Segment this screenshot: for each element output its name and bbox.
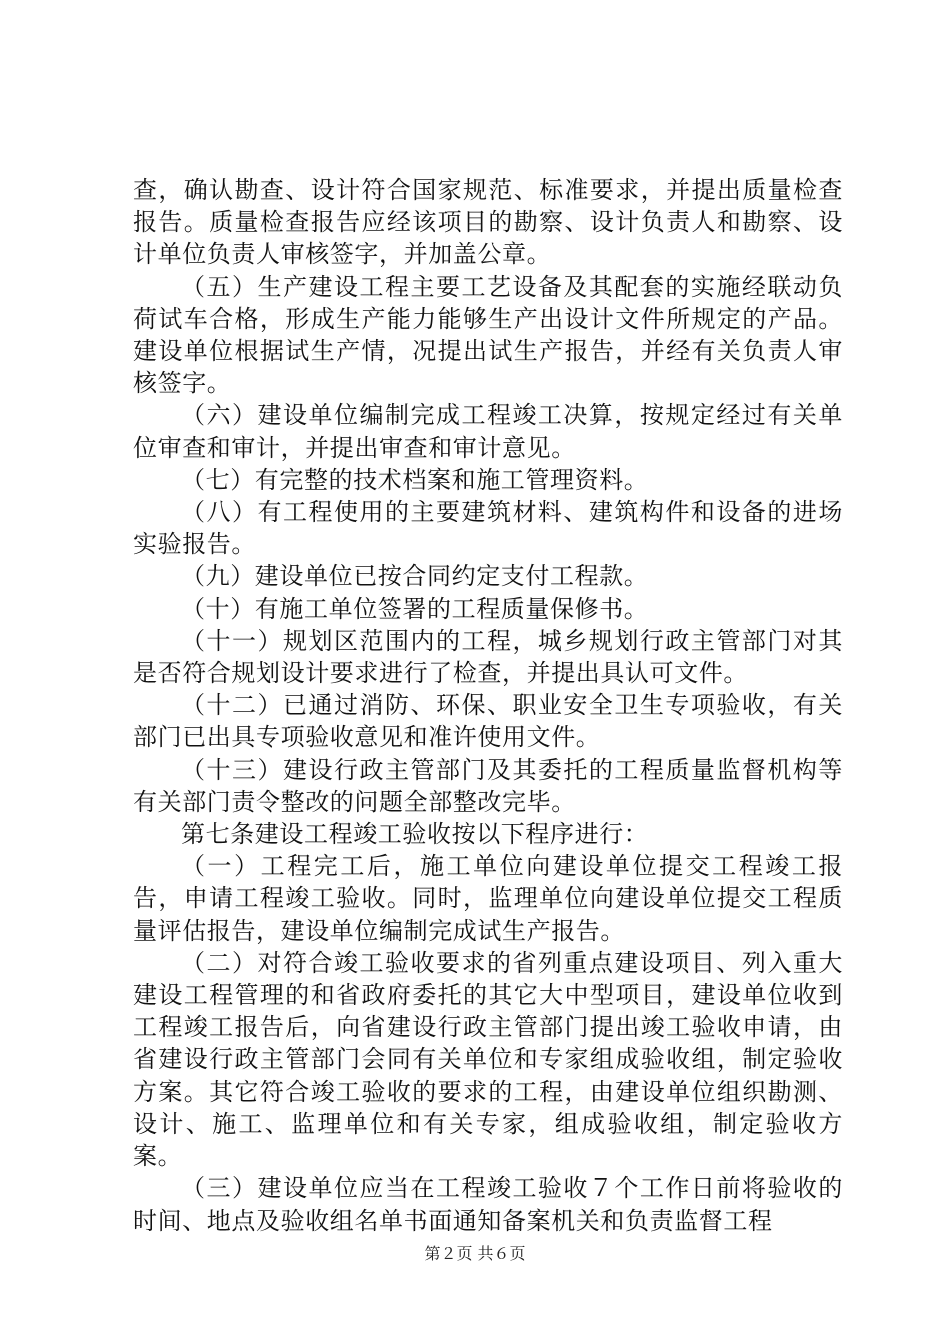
- paragraph-step-2: （二）对符合竣工验收要求的省列重点建设项目、列入重大建设工程管理的和省政府委托的其它大中型项目，建设单位收到工程竣工报告后，向省建设行政主管部门提出竣工验收申请，由省建设行政主管部门会同有关单位和专家组成验收组，制定验收方案。其它符合竣工验收的要求的工程，由建设单位组织勘测、设计、施工、监理单位和有关专家，组成验收组，制定验收方案。: [133, 948, 843, 1171]
- article-7-heading: 第七条建设工程竣工验收按以下程序进行：: [181, 820, 649, 849]
- paragraph-item-6: （六）建设单位编制完成工程竣工决算，按规定经过有关单位审查和审计，并提出审查和审计意见。: [133, 401, 843, 462]
- paragraph-step-1: （一）工程完工后，施工单位向建设单位提交工程竣工报告，申请工程竣工验收。同时，监理单位向建设单位提交工程质量评估报告，建设单位编制完成试生产报告。: [133, 852, 843, 945]
- paragraph-item-8: （八）有工程使用的主要建筑材料、建筑构件和设备的进场实验报告。: [133, 498, 843, 559]
- document-body: [133, 174, 843, 1237]
- paragraph-item-10: （十）有施工单位签署的工程质量保修书。: [181, 594, 649, 623]
- paragraph-step-3: （三）建设单位应当在工程竣工验收７个工作日前将验收的时间、地点及验收组名单书面通知备案机关和负责监督工程: [133, 1174, 843, 1235]
- paragraph-item-7: （七）有完整的技术档案和施工管理资料。: [181, 465, 649, 494]
- paragraph-item-5: （五）生产建设工程主要工艺设备及其配套的实施经联动负荷试车合格，形成生产能力能够生产出设计文件所规定的产品。建设单位根据试生产情，况提出试生产报告，并经有关负责人审核签字。: [133, 272, 843, 398]
- page-number-label: 第２页 共６页: [424, 1244, 526, 1263]
- paragraph-item-13: （十三）建设行政主管部门及其委托的工程质量监督机构等有关部门责令整改的问题全部整改完毕。: [133, 755, 843, 816]
- paragraph-item-11: （十一）规划区范围内的工程，城乡规划行政主管部门对其是否符合规划设计要求进行了检查，并提出具认可文件。: [133, 626, 843, 688]
- paragraph-item-9: （九）建设单位已按合同约定支付工程款。: [181, 562, 649, 591]
- page-footer: [0, 1244, 950, 1264]
- paragraph-item-12: （十二）已通过消防、环保、职业安全卫生专项验收，有关部门已出具专项验收意见和准许使用文件。: [133, 691, 843, 752]
- paragraph-continuation: 查，确认勘查、设计符合国家规范、标准要求，并提出质量检查报告。质量检查报告应经该项目的勘察、设计负责人和勘察、设计单位负责人审核签字，并加盖公章。: [133, 176, 843, 269]
